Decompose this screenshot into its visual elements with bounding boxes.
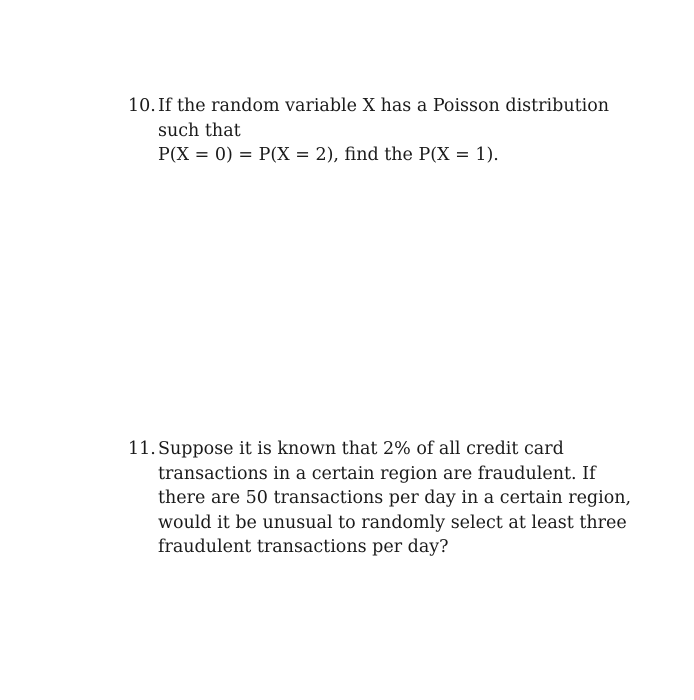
problem-number: 10. xyxy=(128,96,156,116)
problem-text xyxy=(158,437,632,560)
problem-number: 11. xyxy=(128,439,156,459)
problem-line: transactions in a certain region are fraudulent. If xyxy=(158,463,596,484)
problem-line: there are 50 transactions per day in a certain region, xyxy=(158,488,632,508)
problem-line: would it be unusual to randomly select at least three xyxy=(158,512,627,533)
problem-line: such that xyxy=(158,120,241,141)
problem-11 xyxy=(128,437,632,560)
problem-equation-line: P(X = 0) = P(X = 2), find the P(X = 1). xyxy=(158,145,499,165)
problem-text xyxy=(158,94,610,168)
problem-line: fraudulent transactions per day? xyxy=(158,537,449,557)
problem-line: If the random variable X has a Poisson distribution xyxy=(158,96,610,116)
problem-10 xyxy=(128,94,610,168)
problem-line: Suppose it is known that 2% of all credit card xyxy=(158,439,564,459)
